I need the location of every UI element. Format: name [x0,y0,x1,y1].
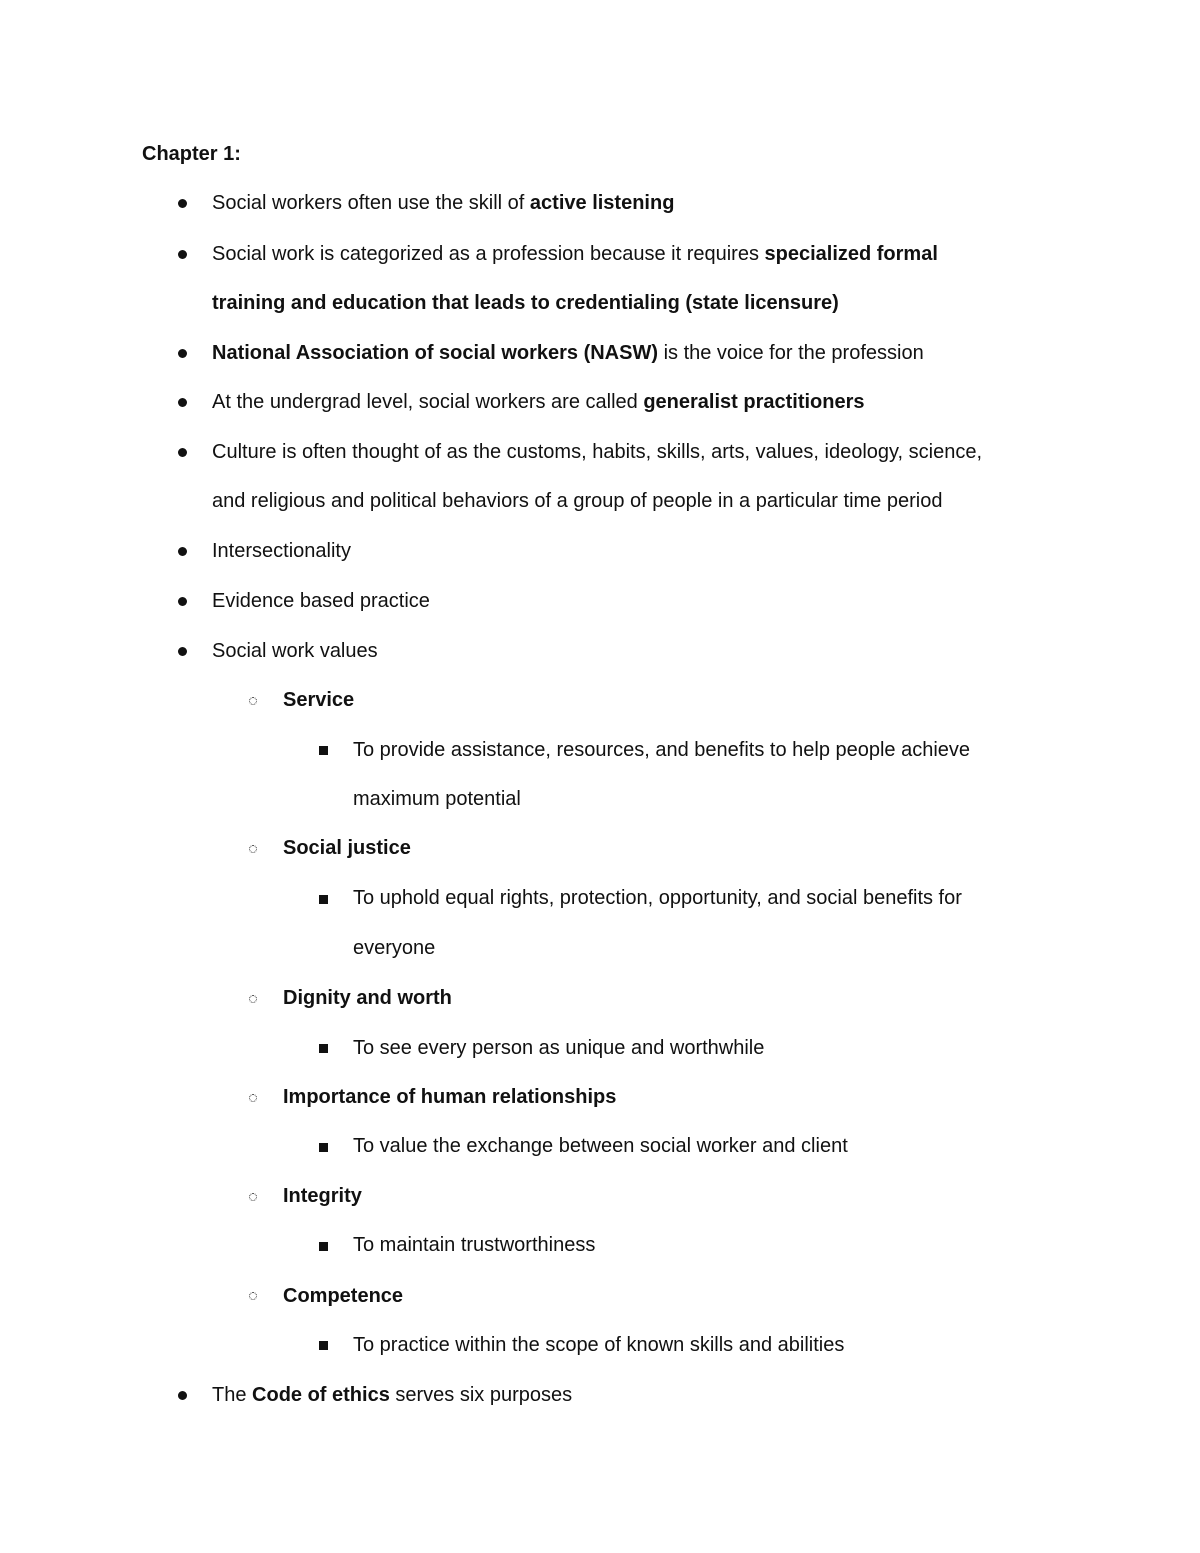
value-description: To value the exchange between social worker and client [353,1135,848,1157]
bullet-circle-icon [249,697,257,705]
item-bold-text: National Association of social workers (NASW) [212,342,659,364]
item-bold-text: generalist practitioners [643,391,865,413]
value-name: Integrity [283,1185,362,1207]
list-item [212,341,924,365]
item-text: At the undergrad level, social workers are called [212,391,644,413]
list-item: Evidence based practice [212,590,430,612]
list-item-continuation: training and education that leads to credentialing (state licensure) [212,292,839,314]
value-name: Social justice [283,837,411,859]
bullet-disc-icon [178,1391,187,1400]
item-bold-text: active listening [529,192,675,214]
item-bold-text: Code of ethics [252,1384,390,1406]
bullet-circle-icon [249,1193,257,1201]
bullet-disc-icon [178,448,187,457]
list-item [212,390,865,414]
value-name: Competence [283,1285,404,1307]
bullet-square-icon [319,1044,328,1053]
bullet-square-icon [319,746,328,755]
bullet-circle-icon [249,1094,257,1102]
value-description: To uphold equal rights, protection, opportunity, and social benefits for [353,887,962,909]
bullet-square-icon [319,1341,328,1350]
list-item: Culture is often thought of as the customs, habits, skills, arts, values, ideology, science, [212,441,983,463]
bullet-disc-icon [178,349,187,358]
bullet-disc-icon [178,250,187,259]
value-description: To practice within the scope of known skills and abilities [353,1334,845,1356]
item-text: The [212,1384,253,1406]
item-text: serves six purposes [389,1384,573,1406]
item-bold-text: specialized formal [764,243,938,265]
bullet-disc-icon [178,597,187,606]
value-description: To see every person as unique and worthwhile [353,1037,765,1059]
bullet-circle-icon [249,845,257,853]
value-name: Dignity and worth [283,987,452,1009]
list-item: Social work values [212,640,378,662]
value-description: To provide assistance, resources, and benefits to help people achieve [353,739,971,761]
bullet-circle-icon [249,1292,257,1300]
bullet-square-icon [319,1242,328,1251]
value-name: Importance of human relationships [283,1086,617,1108]
item-text: Social workers often use the skill of [212,192,530,214]
item-text: Social work is categorized as a profession because it requires [212,243,765,265]
value-name: Service [283,689,355,711]
list-item [212,191,674,215]
list-item: Intersectionality [212,540,351,562]
list-item-continuation: and religious and political behaviors of a group of people in a particular time period [212,490,943,512]
item-text: is the voice for the profession [658,342,924,364]
bullet-disc-icon [178,398,187,407]
chapter-heading: Chapter 1: [142,143,241,165]
bullet-disc-icon [178,199,187,208]
bullet-disc-icon [178,647,187,656]
bullet-square-icon [319,1143,328,1152]
list-item [212,242,938,266]
value-description-continuation: maximum potential [353,788,521,810]
value-description-continuation: everyone [353,937,436,959]
bullet-disc-icon [178,547,187,556]
list-item [212,1383,572,1407]
bullet-circle-icon [249,995,257,1003]
bullet-square-icon [319,895,328,904]
value-description: To maintain trustworthiness [353,1234,596,1256]
